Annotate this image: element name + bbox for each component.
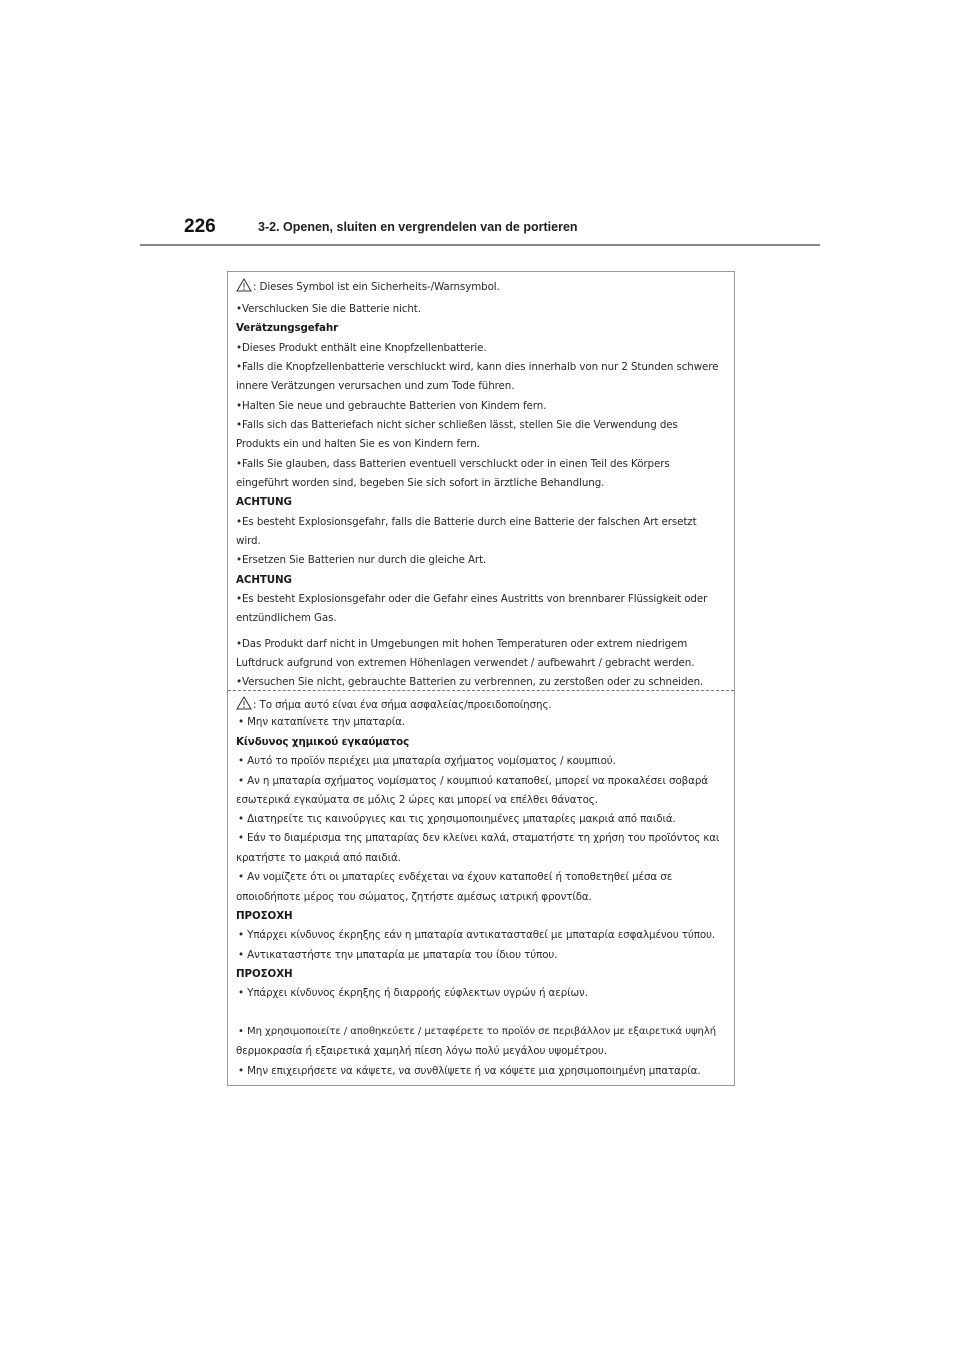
warning-line: •Falls sich das Batteriefach nicht sicher schließen lässt, stellen Sie die Verwendung des — [236, 419, 678, 431]
warning-heading: ACHTUNG — [236, 496, 292, 508]
warning-line: θερμοκρασία ή εξαιρετικά χαμηλή πίεση λόγω πολύ μεγάλου υψομέτρου. — [236, 1045, 607, 1057]
warning-triangle-icon — [236, 278, 252, 292]
language-divider — [228, 690, 734, 691]
warning-line: entzündlichem Gas. — [236, 612, 337, 624]
warning-heading: ΠΡΟΣΟΧΗ — [236, 910, 293, 922]
page-number: 226 — [184, 216, 216, 237]
warning-line: •Versuchen Sie nicht, gebrauchte Batterien zu verbrennen, zu zerstoßen oder zu schneiden. — [236, 676, 704, 688]
symbol-note-text: : Το σήμα αυτό είναι ένα σήμα ασφαλείας/προειδοποίησης. — [253, 699, 552, 711]
warning-triangle-icon — [236, 696, 252, 710]
symbol-note — [236, 696, 552, 711]
warning-line: •Es besteht Explosionsgefahr, falls die Batterie durch eine Batterie der falschen Art ersetzt — [236, 516, 697, 528]
battery-warning-box — [227, 271, 735, 1086]
warning-heading: Verätzungsgefahr — [236, 322, 339, 334]
warning-line: •Halten Sie neue und gebrauchte Batterien von Kindern fern. — [236, 400, 547, 412]
warning-line: • Μην επιχειρήσετε να κάψετε, να συνθλίψετε ή να κόψετε μια χρησιμοποιημένη μπαταρία. — [238, 1065, 701, 1077]
warning-line: •Das Produkt darf nicht in Umgebungen mit hohen Temperaturen oder extrem niedrigem — [236, 638, 688, 650]
warning-line: • Εάν το διαμέρισμα της μπαταρίας δεν κλείνει καλά, σταματήστε τη χρήση του προϊόντος και — [238, 833, 720, 844]
warning-line: εσωτερικά εγκαύματα σε μόλις 2 ώρες και μπορεί να επέλθει θάνατος. — [236, 794, 598, 806]
header-rule — [140, 244, 820, 246]
warning-line: Produkts ein und halten Sie es von Kindern fern. — [236, 438, 480, 450]
warning-line: wird. — [236, 535, 261, 547]
warning-line: • Αυτό το προϊόν περιέχει μια μπαταρία σχήματος νομίσματος / κουμπιού. — [238, 755, 616, 767]
warning-line: • Μη χρησιμοποιείτε / αποθηκεύετε / μεταφέρετε το προϊόν σε περιβάλλον με εξαιρετικά υψηλή — [238, 1026, 716, 1037]
warning-line: •Ersetzen Sie Batterien nur durch die gleiche Art. — [236, 554, 487, 566]
warning-line: •Falls Sie glauben, dass Batterien eventuell verschluckt oder in einen Teil des Körpers — [236, 458, 670, 470]
warning-line: • Μην καταπίνετε την μπαταρία. — [238, 716, 406, 728]
warning-line: •Dieses Produkt enthält eine Knopfzellenbatterie. — [236, 342, 487, 354]
warning-line: Luftdruck aufgrund von extremen Höhenlagen verwendet / aufbewahrt / gebracht werden. — [236, 657, 695, 669]
page-header — [140, 214, 820, 246]
warning-line: • Αν νομίζετε ότι οι μπαταρίες ενδέχεται να έχουν καταποθεί ή τοποθετηθεί μέσα σε — [238, 871, 673, 883]
symbol-note-text: : Dieses Symbol ist ein Sicherheits-/Warnsymbol. — [253, 281, 500, 293]
warning-line: • Υπάρχει κίνδυνος έκρηξης ή διαρροής εύφλεκτων υγρών ή αερίων. — [238, 987, 588, 999]
warning-heading: ΠΡΟΣΟΧΗ — [236, 968, 293, 980]
symbol-note — [236, 278, 500, 293]
section-title: 3-2. Openen, sluiten en vergrendelen van de portieren — [258, 220, 578, 234]
warning-line: •Verschlucken Sie die Batterie nicht. — [236, 303, 421, 315]
warning-line: •Es besteht Explosionsgefahr oder die Gefahr eines Austritts von brennbarer Flüssigkeit oder — [236, 593, 708, 605]
warning-line: • Διατηρείτε τις καινούργιες και τις χρησιμοποιημένες μπαταρίες μακριά από παιδιά. — [238, 813, 676, 825]
warning-line: • Αντικαταστήστε την μπαταρία με μπαταρία του ίδιου τύπου. — [238, 949, 558, 961]
warning-line: οποιοδήποτε μέρος του σώματος, ζητήστε αμέσως ιατρική φροντίδα. — [236, 891, 592, 903]
warning-line: • Υπάρχει κίνδυνος έκρηξης εάν η μπαταρία αντικατασταθεί με μπαταρία εσφαλμένου τύπου. — [238, 929, 716, 941]
warning-line: κρατήστε το μακριά από παιδιά. — [236, 852, 401, 864]
warning-heading: Κίνδυνος χημικού εγκαύματος — [236, 736, 410, 748]
warning-line: innere Verätzungen verursachen und zum Tode führen. — [236, 380, 515, 392]
warning-line: • Αν η μπαταρία σχήματος νομίσματος / κουμπιού καταποθεί, μπορεί να προκαλέσει σοβαρά — [238, 775, 708, 787]
warning-line: eingeführt worden sind, begeben Sie sich sofort in ärztliche Behandlung. — [236, 477, 605, 489]
warning-heading: ACHTUNG — [236, 574, 292, 586]
warning-line: •Falls die Knopfzellenbatterie verschluckt wird, kann dies innerhalb von nur 2 Stunden schwere — [236, 361, 719, 373]
